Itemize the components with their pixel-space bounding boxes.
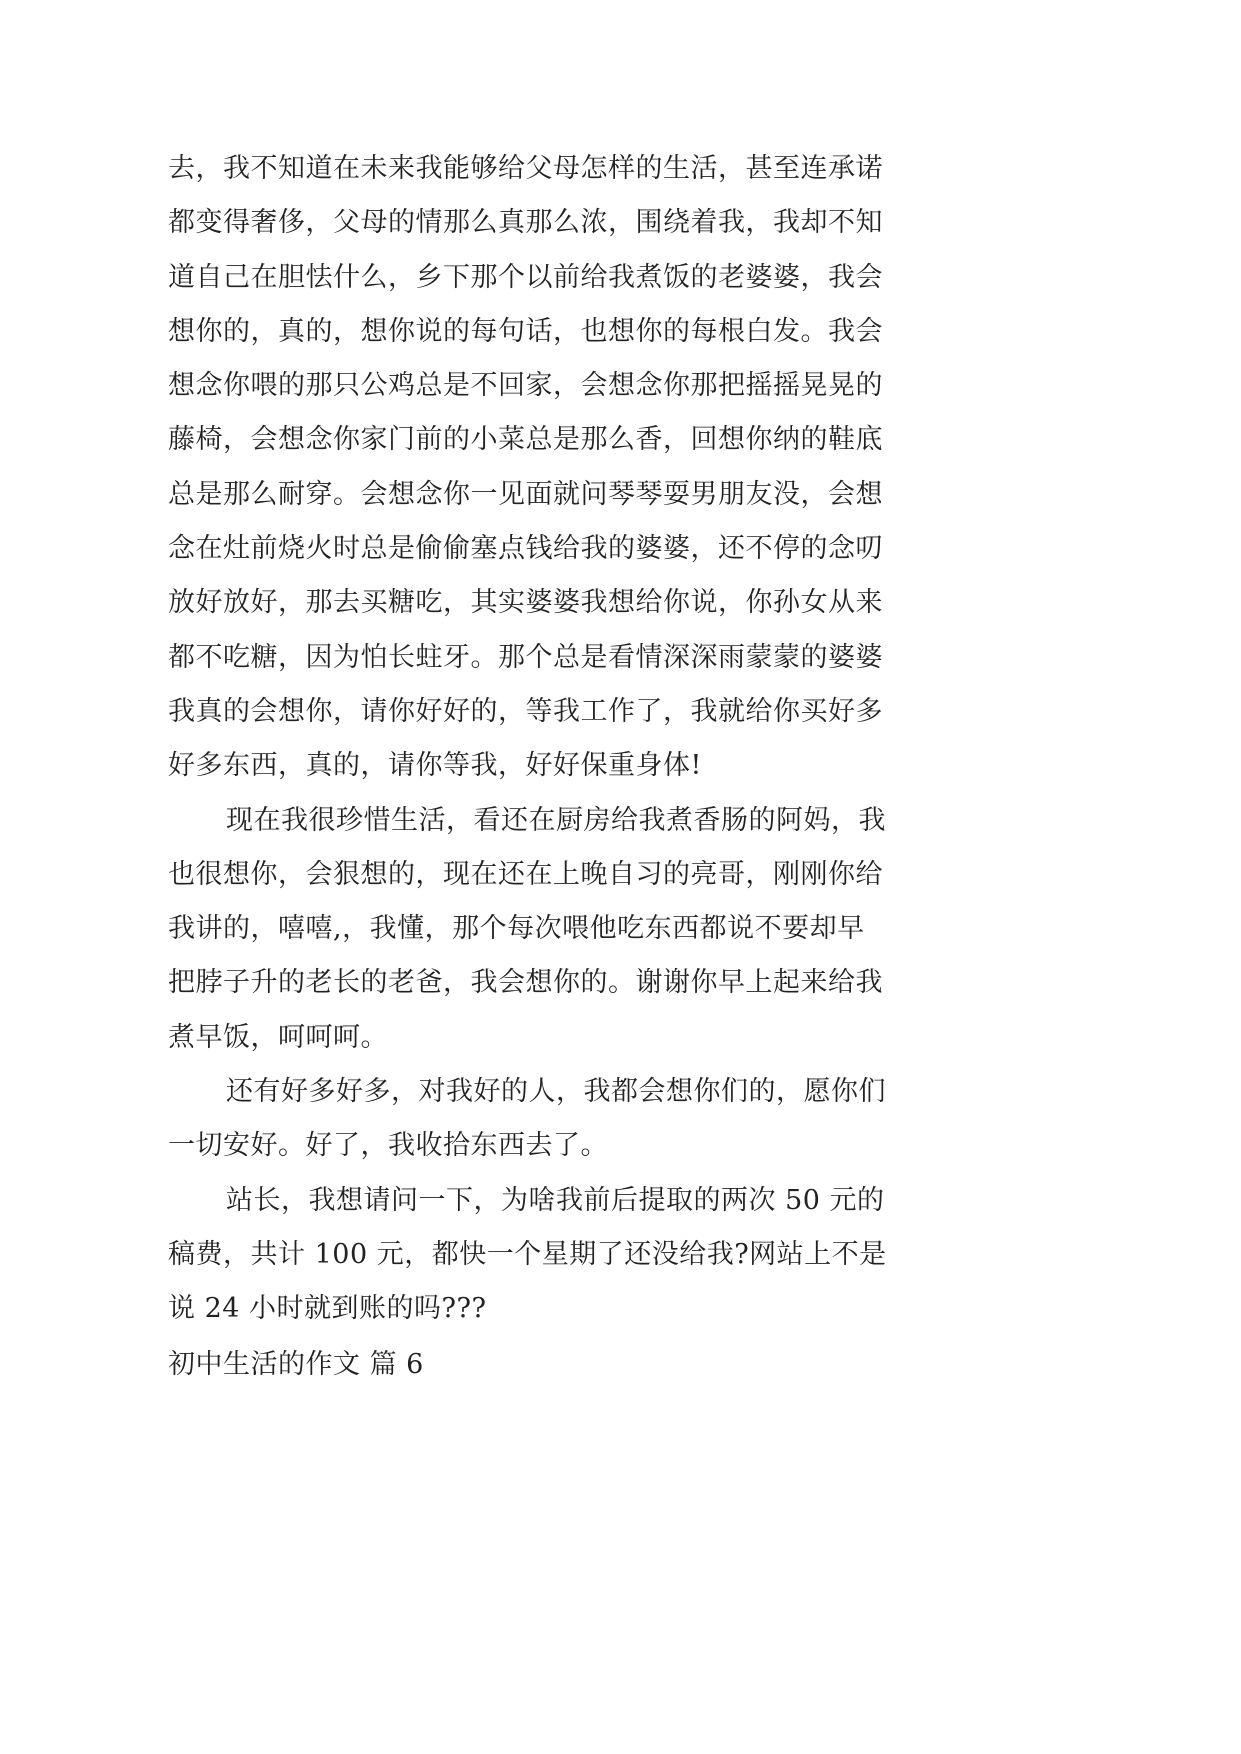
- body-text: [168, 142, 948, 1337]
- text-line: 一切安好。好了，我收拾东西去了。: [168, 1130, 608, 1162]
- text-line: 都不吃糖，因为怕长蛀牙。那个总是看情深深雨蒙蒙的婆婆: [168, 641, 883, 673]
- paragraph-farewell: [168, 1065, 948, 1174]
- text-line: 煮早饭，呵呵呵。: [168, 1021, 388, 1053]
- text-line: 也很想你，会狠想的，现在还在上晚自习的亮哥，刚刚你给: [168, 858, 883, 890]
- text-line: 都变得奢侈，父母的情那么真那么浓，围绕着我，我却不知: [168, 207, 883, 239]
- text-line: 藤椅，会想念你家门前的小菜总是那么香，回想你纳的鞋底: [168, 424, 883, 456]
- text-line: 好多东西，真的，请你等我，好好保重身体!: [168, 750, 702, 782]
- text-line: 放好放好，那去买糖吃，其实婆婆我想给你说，你孙女从来: [168, 587, 883, 619]
- text-line: 把脖子升的老长的老爸，我会想你的。谢谢你早上起来给我: [168, 967, 883, 999]
- paragraph-continuation: [168, 142, 948, 794]
- text-line: 念在灶前烧火时总是偷偷塞点钱给我的婆婆，还不停的念叨: [168, 533, 883, 565]
- text-line: 稿费，共计 100 元，都快一个星期了还没给我?网站上不是: [168, 1238, 887, 1270]
- text-line: 去，我不知道在未来我能够给父母怎样的生活，甚至连承诺: [168, 153, 883, 184]
- text-line: 现在我很珍惜生活，看还在厨房给我煮香肠的阿妈，我: [226, 804, 886, 836]
- text-line: 站长，我想请问一下，为啥我前后提取的两次 50 元的: [226, 1184, 885, 1216]
- text-line: 想你的，真的，想你说的每句话，也想你的每根白发。我会: [168, 315, 883, 347]
- paragraph-family: [168, 794, 948, 1065]
- text-line: 道自己在胆怯什么，乡下那个以前给我煮饭的老婆婆，我会: [168, 261, 883, 293]
- text-line: 说 24 小时就到账的吗???: [168, 1293, 487, 1325]
- text-line: 总是那么耐穿。会想念你一见面就问琴琴耍男朋友没，会想: [168, 478, 883, 510]
- text-line: 我讲的，嘻嘻,，我懂，那个每次喂他吃东西都说不要却早: [168, 913, 865, 945]
- text-line: 还有好多好多，对我好的人，我都会想你们的，愿你们: [226, 1076, 886, 1108]
- text-line: 想念你喂的那只公鸡总是不回家，会想念你那把摇摇晃晃的: [168, 370, 883, 402]
- text-line: 我真的会想你，请你好好的，等我工作了，我就给你买好多: [168, 695, 883, 727]
- paragraph-question: [168, 1174, 948, 1337]
- section-heading: 初中生活的作文 篇 6: [168, 1349, 424, 1380]
